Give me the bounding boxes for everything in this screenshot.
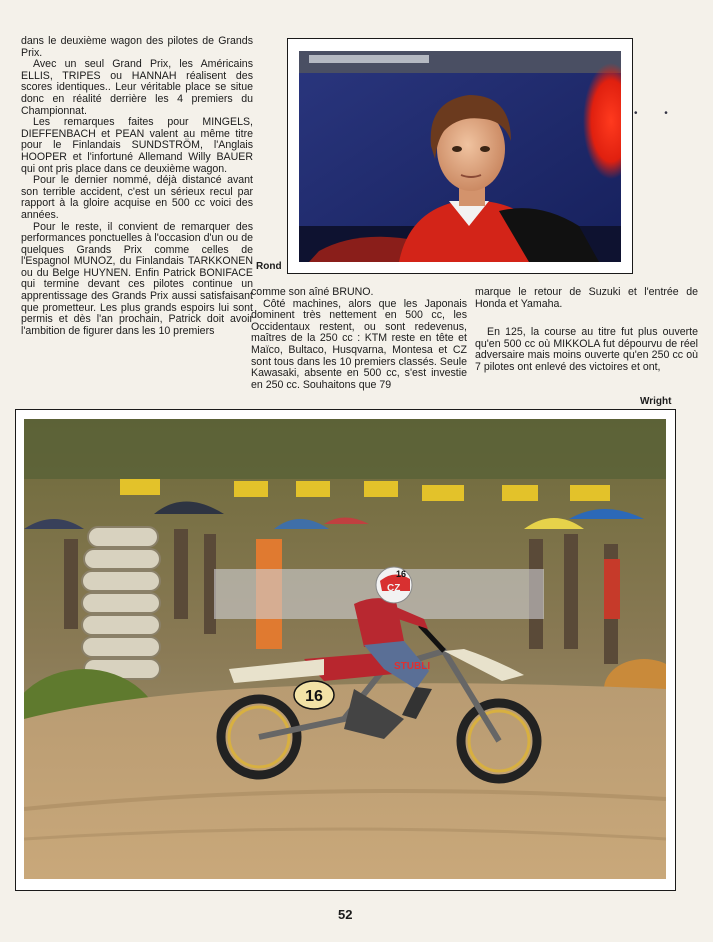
motocross-race-photo	[24, 419, 666, 879]
paragraph: comme son aîné BRUNO.	[251, 286, 374, 298]
photo-credit: Rond	[256, 261, 282, 272]
photo-credit: Wright	[640, 396, 672, 407]
paragraph: Les remarques faites pour MINGELS, DIEFFENBACH et PEAN valent au même titre pour le Finlandais SUNDSTRÖM, l'Anglais HOOPER et l'infortuné Allemand Willy BAUER qui ont pris place dans ce deuxième wagon.	[21, 116, 253, 175]
article-column-2	[251, 287, 467, 391]
helmet-number: 16	[396, 569, 407, 579]
paragraph: Côté machines, alors que les Japonais dominent très nettement en 500 cc, les Occidentaux restent, ou sont redevenus, maîtres de la 250 cc : KTM reste en tête et Maïco, Bultaco, Husqvarna, Montesa et CZ sont tous dans les 10 premiers classés. Seule Kawasaki, absente en 500 cc, s'est investie en 250 cc. Souhaitons que 79	[251, 297, 467, 391]
paragraph: Pour le dernier nommé, déjà distancé avant son terrible accident, c'est un sérieux recul par rapport à la gloire acquise en 500 cc voici des années.	[21, 174, 253, 221]
printing-marks: • •	[634, 108, 680, 119]
rider-trousers-lettering: STUBLI	[394, 661, 431, 672]
article-column-3	[475, 287, 698, 374]
rider-portrait-photo	[299, 51, 621, 262]
article-column-1	[21, 36, 253, 337]
paragraph: Avec un seul Grand Prix, les Américains ELLIS, TRIPES ou HANNAH réalisent des scores identiques.. Leur véritable place se situe donc en réalité derrière les 4 premiers du Championnat.	[21, 58, 253, 117]
page-number: 52	[338, 907, 353, 922]
portrait-photo-frame	[287, 38, 633, 274]
bike-number-plate: 16	[305, 688, 323, 705]
paragraph: marque le retour de Suzuki et l'entrée de Honda et Yamaha.	[475, 286, 698, 310]
motocross-photo-frame	[15, 409, 676, 891]
paragraph: dans le deuxième wagon des pilotes de Grands Prix.	[21, 35, 253, 59]
paragraph: En 125, la course au titre fut plus ouverte qu'en 500 cc où MIKKOLA fut dépourvu de réel adversaire mais moins ouverte qu'en 250 cc où 7 pilotes ont enlevé des victoires et ont,	[475, 326, 698, 373]
paragraph: Pour le reste, il convient de remarquer des performances ponctuelles à l'occasion d'un ou de quelques Grands Prix comme celles de l'Espagnol MUNOZ, du Finlandais TARKKONEN ou du Belge HUYNEN. Enfin Patrick BONIFACE qui termine devant ces pilotes continue un apprentissage des Grands Prix aussi satisfaisant que prometteur. Les plus grands espoirs lui sont permis et dès l'an prochain, Patrick doit avoir l'ambition de figurer dans les 10 premiers	[21, 220, 253, 337]
helmet-brand-lettering: CZ	[387, 583, 401, 594]
